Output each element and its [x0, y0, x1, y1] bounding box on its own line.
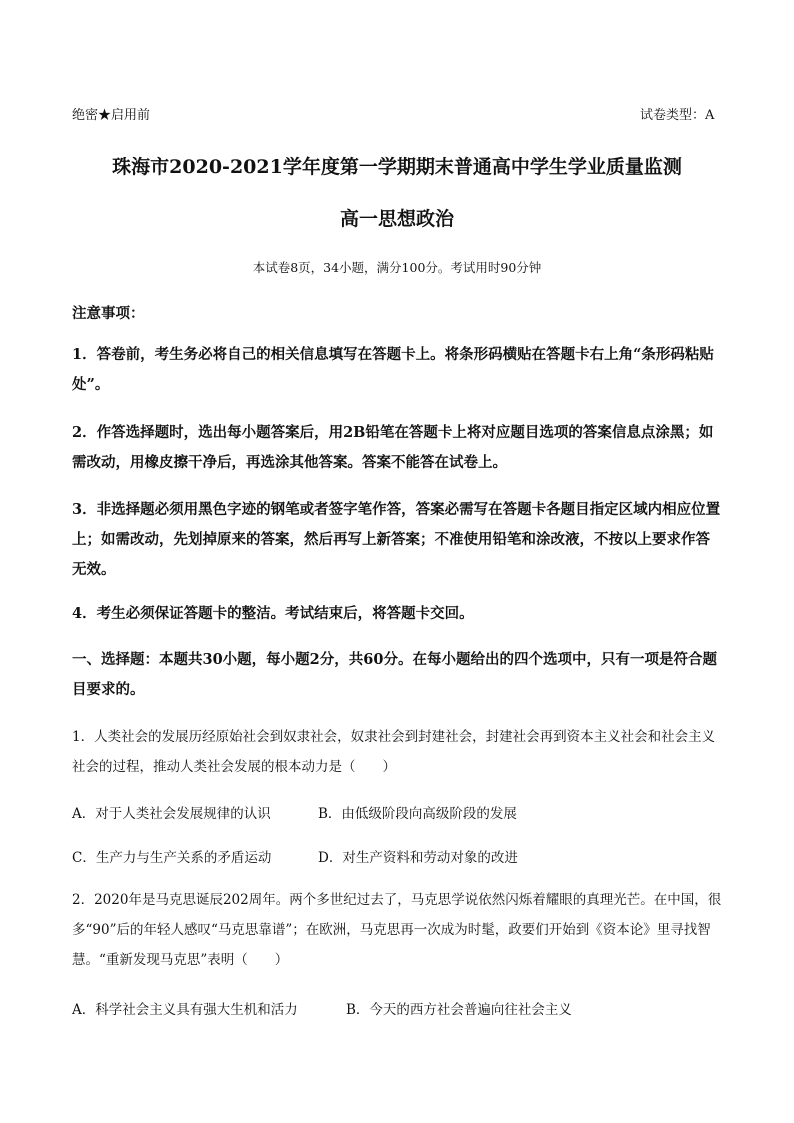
notice-item-2: 2．作答选择题时，选出每小题答案后，用2B铅笔在答题卡上将对应题目选项的答案信息点涂黑；如需改动，用橡皮擦干净后，再选涂其他答案。答案不能答在试卷上。: [72, 424, 714, 471]
question-1-option-b: B．由低级阶段向高级阶段的发展: [318, 806, 517, 822]
exam-info: 本试卷8页，34小题，满分100分。考试用时90分钟: [252, 260, 542, 275]
exam-subject: 高一思想政治: [339, 208, 454, 230]
notice-item-4: 4．考生必须保证答题卡的整洁。考试结束后，将答题卡交回。: [72, 605, 474, 622]
notice-item-3: 3．非选择题必须用黑色字迹的钢笔或者签字笔作答，答案必需写在答题卡各题目指定区域内相应位置上；如需改动，先划掉原来的答案，然后再写上新答案；不准使用铅笔和涂改液，不按以上要求作答无效。: [72, 501, 721, 578]
exam-title: 珠海市2020-2021学年度第一学期期末普通高中学生学业质量监测: [112, 156, 682, 178]
notice-item-1: 1．答卷前，考生务必将自己的相关信息填写在答题卡上。将条形码横贴在答题卡右上角“条形码粘贴处”。: [72, 346, 714, 393]
question-1-stem: 1．人类社会的发展历经原始社会到奴隶社会，奴隶社会到封建社会，封建社会再到资本主义社会和社会主义社会的过程，推动人类社会发展的根本动力是（ ）: [72, 729, 716, 775]
question-1-option-d: D．对生产资料和劳动对象的改进: [318, 850, 518, 866]
question-1-option-c: C．生产力与生产关系的矛盾运动: [72, 850, 272, 866]
paper-type-label: 试卷类型：A: [640, 108, 715, 123]
notice-heading: 注意事项：: [72, 305, 145, 322]
question-2-option-b: B．今天的西方社会普遍向往社会主义: [346, 1002, 572, 1018]
question-2-stem: 2．2020年是马克思诞辰202周年。两个多世纪过去了，马克思学说依然闪烁着耀眼的真理光芒。在中国，很多“90”后的年轻人感叹“马克思靠谱”；在欧洲，马克思再一次成为时髦，政要们开始到《资本论》里寻找智慧。“重新发现马克思”表明（ ）: [72, 892, 722, 968]
confidential-label: 绝密★启用前: [72, 108, 151, 123]
section-heading: 一、选择题：本题共30小题，每小题2分，共60分。在每小题给出的四个选项中，只有一项是符合题目要求的。: [72, 651, 717, 698]
question-2-option-a: A．科学社会主义具有强大生机和活力: [72, 1002, 298, 1018]
question-1-option-a: A．对于人类社会发展规律的认识: [72, 806, 271, 822]
